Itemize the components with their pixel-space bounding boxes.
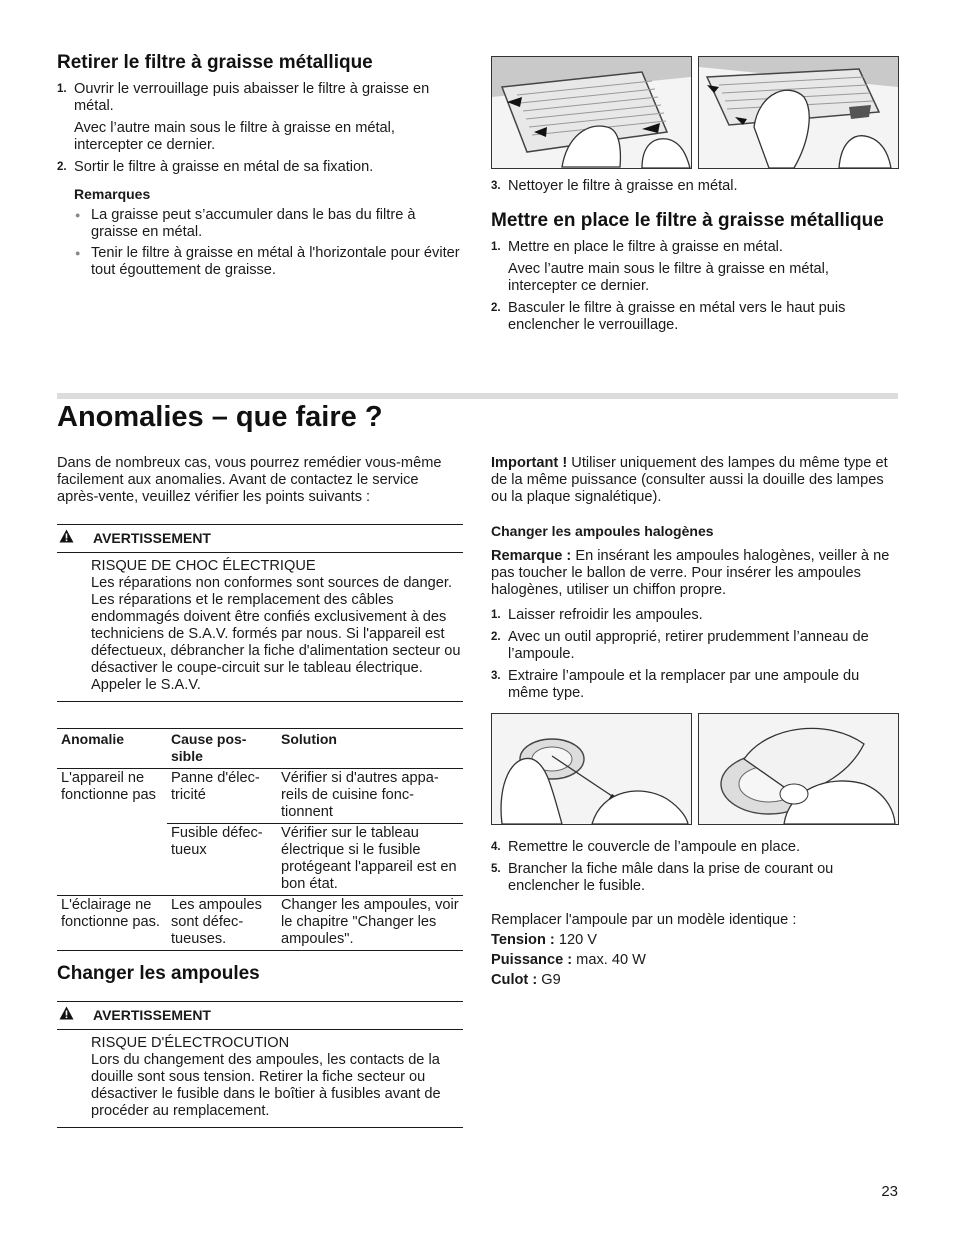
lamp-replacement-illustration xyxy=(698,713,899,825)
step-text: Extraire l’ampoule et la remplacer par une ampoule du même type. xyxy=(508,668,860,701)
step-number: 2. xyxy=(57,161,67,173)
step-2 xyxy=(57,159,463,176)
filter-removal-heading: Retirer le filtre à graisse métallique xyxy=(57,52,373,73)
filter-install-section xyxy=(491,178,898,339)
step-text: Avec un outil approprié, retirer prudemment l’anneau de l’ampoule. xyxy=(508,629,869,662)
step-1-detail: Avec l’autre main sous le filtre à graisse en métal, intercepter ce dernier. xyxy=(74,120,395,153)
anomalies-left-column xyxy=(57,455,463,1128)
step-text: Brancher la fiche mâle dans la prise de courant ou enclencher le fusible. xyxy=(508,861,834,894)
step-text: Ouvrir le verrouillage puis abaisser le filtre à graisse en métal. xyxy=(74,81,430,114)
step-number: 4. xyxy=(491,841,501,853)
spec-label: Puissance : xyxy=(491,952,573,968)
table-row xyxy=(57,896,463,951)
step-1 xyxy=(491,239,898,256)
lamp-ring-removal-illustration xyxy=(491,713,692,825)
step-number: 2. xyxy=(491,631,501,643)
lamps-heading: Changer les ampoules xyxy=(57,963,260,984)
step-2 xyxy=(491,629,898,663)
step-2 xyxy=(491,300,898,334)
anomaly-cell: L'appareil ne fonctionne pas xyxy=(57,769,167,896)
remark-text: En insérant les ampoules halogènes, veiller à ne pas toucher le ballon de verre. Pour insérer les ampoules halogènes, utiliser un chiffon propre. xyxy=(491,548,890,598)
step-text: Nettoyer le filtre à graisse en métal. xyxy=(508,178,738,194)
step-number: 3. xyxy=(491,670,501,682)
section-title: Anomalies – que faire ? xyxy=(57,401,383,433)
step-text: Remettre le couvercle de l’ampoule en place. xyxy=(508,839,801,855)
bullet-icon: ● xyxy=(75,248,81,258)
warning-box-electric-shock xyxy=(57,524,463,702)
table-header: Anomalie xyxy=(57,729,167,769)
spec-value: max. 40 W xyxy=(572,952,646,968)
step-1 xyxy=(57,81,463,115)
step-number: 5. xyxy=(491,863,501,875)
step-text: Laisser refroidir les ampoules. xyxy=(508,607,703,623)
step-number: 1. xyxy=(491,609,501,621)
step-number: 1. xyxy=(57,83,67,95)
filter-install-heading: Mettre en place le filtre à graisse métallique xyxy=(491,210,884,231)
intro-text: Dans de nombreux cas, vous pourrez remédier vous-même facilement aux anomalies. Avant de contactez le service après-vente, veuillez vérifier les points suivants : xyxy=(57,455,442,505)
lamp-steps-continued xyxy=(491,839,898,992)
warning-subtitle: RISQUE DE CHOC ÉLECTRIQUE xyxy=(91,558,316,574)
spec-power xyxy=(491,952,898,969)
warning-subtitle: RISQUE D'ÉLECTROCUTION xyxy=(91,1035,290,1051)
spec-label: Tension : xyxy=(491,932,555,948)
page-number: 23 xyxy=(881,1183,898,1200)
note-text: Tenir le filtre à graisse en métal à l'horizontale pour éviter tout égouttement de graisse. xyxy=(91,245,460,278)
cause-cell: Panne d'élec-tricité xyxy=(167,769,277,824)
spec-socket xyxy=(491,972,898,989)
filter-lowering-illustration xyxy=(491,56,692,169)
step-text: Mettre en place le filtre à graisse en métal. xyxy=(508,239,783,255)
section-divider xyxy=(57,393,898,399)
remark-note xyxy=(491,548,898,599)
important-text: Utiliser uniquement des lampes du même type et de la même puissance (consulter aussi la douille des lampes ou la plaque signalétique). xyxy=(491,455,888,505)
table-header: Solution xyxy=(277,729,463,769)
spec-tension xyxy=(491,932,898,949)
bullet-icon: ● xyxy=(75,210,81,220)
spec-label: Culot : xyxy=(491,972,538,988)
step-1-detail: Avec l’autre main sous le filtre à graisse en métal, intercepter ce dernier. xyxy=(508,261,829,294)
step-4 xyxy=(491,839,898,856)
table-row xyxy=(57,769,463,824)
important-label: Important ! xyxy=(491,455,568,471)
step-1 xyxy=(491,607,898,624)
filter-removal-illustration xyxy=(698,56,899,169)
step-5 xyxy=(491,861,898,895)
step-number: 1. xyxy=(491,241,501,253)
spec-value: G9 xyxy=(537,972,561,988)
table-header-row xyxy=(57,729,463,769)
replace-instruction: Remplacer l'ampoule par un modèle identique : xyxy=(491,912,797,928)
warning-text: Lors du changement des ampoules, les contacts de la douille sont sous tension. Retirer la fiche secteur ou désactiver le fusible dans le boîtier à fusibles avant de procéder au remplacement. xyxy=(91,1052,441,1119)
warning-title: AVERTISSEMENT xyxy=(93,530,211,546)
solution-cell: Changer les ampoules, voir le chapitre "Changer les ampoules". xyxy=(277,896,463,951)
note-text: La graisse peut s’accumuler dans le bas du filtre à graisse en métal. xyxy=(91,207,416,240)
halogen-heading: Changer les ampoules halogènes xyxy=(491,523,714,539)
warning-icon xyxy=(57,529,93,548)
cause-cell: Fusible défec-tueux xyxy=(167,824,277,896)
filter-removal-section xyxy=(57,52,463,283)
warning-box-electrocution xyxy=(57,1001,463,1128)
note-item xyxy=(57,207,463,241)
step-text: Sortir le filtre à graisse en métal de sa fixation. xyxy=(74,159,374,175)
step-3 xyxy=(491,668,898,702)
important-note xyxy=(491,455,898,506)
solution-cell: Vérifier si d'autres appa-reils de cuisine fonc-tionnent xyxy=(277,769,463,824)
step-number: 3. xyxy=(491,180,501,192)
warning-body xyxy=(57,1030,463,1120)
warning-header xyxy=(57,525,463,553)
warning-text: Les réparations non conformes sont sources de danger. Les réparations et le remplacement des câbles endommagés doivent être confiés exclusivement à des techniciens de S.A.V. formés par nous. Si l'appareil est défectueux, débrancher la fiche d'alimentation secteur ou désactiver le coupe-circuit sur le tableau électrique. Appeler le S.A.V. xyxy=(91,575,461,693)
cause-cell: Les ampoules sont défec-tueuses. xyxy=(167,896,277,951)
solution-cell: Vérifier sur le tableau électrique si le fusible protégeant l'appareil est en bon état. xyxy=(277,824,463,896)
step-text: Basculer le filtre à graisse en métal vers le haut puis enclencher le verrouillage. xyxy=(508,300,846,333)
spec-value: 120 V xyxy=(554,932,597,948)
step-number: 2. xyxy=(491,302,501,314)
warning-header xyxy=(57,1002,463,1030)
note-item xyxy=(57,245,463,279)
anomalies-table xyxy=(57,728,463,951)
anomaly-cell: L'éclairage ne fonctionne pas. xyxy=(57,896,167,951)
warning-title: AVERTISSEMENT xyxy=(93,1007,211,1023)
table-header: Cause pos-sible xyxy=(167,729,277,769)
warning-icon xyxy=(57,1006,93,1025)
remark-label: Remarque : xyxy=(491,548,572,564)
anomalies-right-column xyxy=(491,455,898,707)
warning-body xyxy=(57,553,463,694)
step-3 xyxy=(491,178,898,195)
notes-heading: Remarques xyxy=(74,186,151,202)
